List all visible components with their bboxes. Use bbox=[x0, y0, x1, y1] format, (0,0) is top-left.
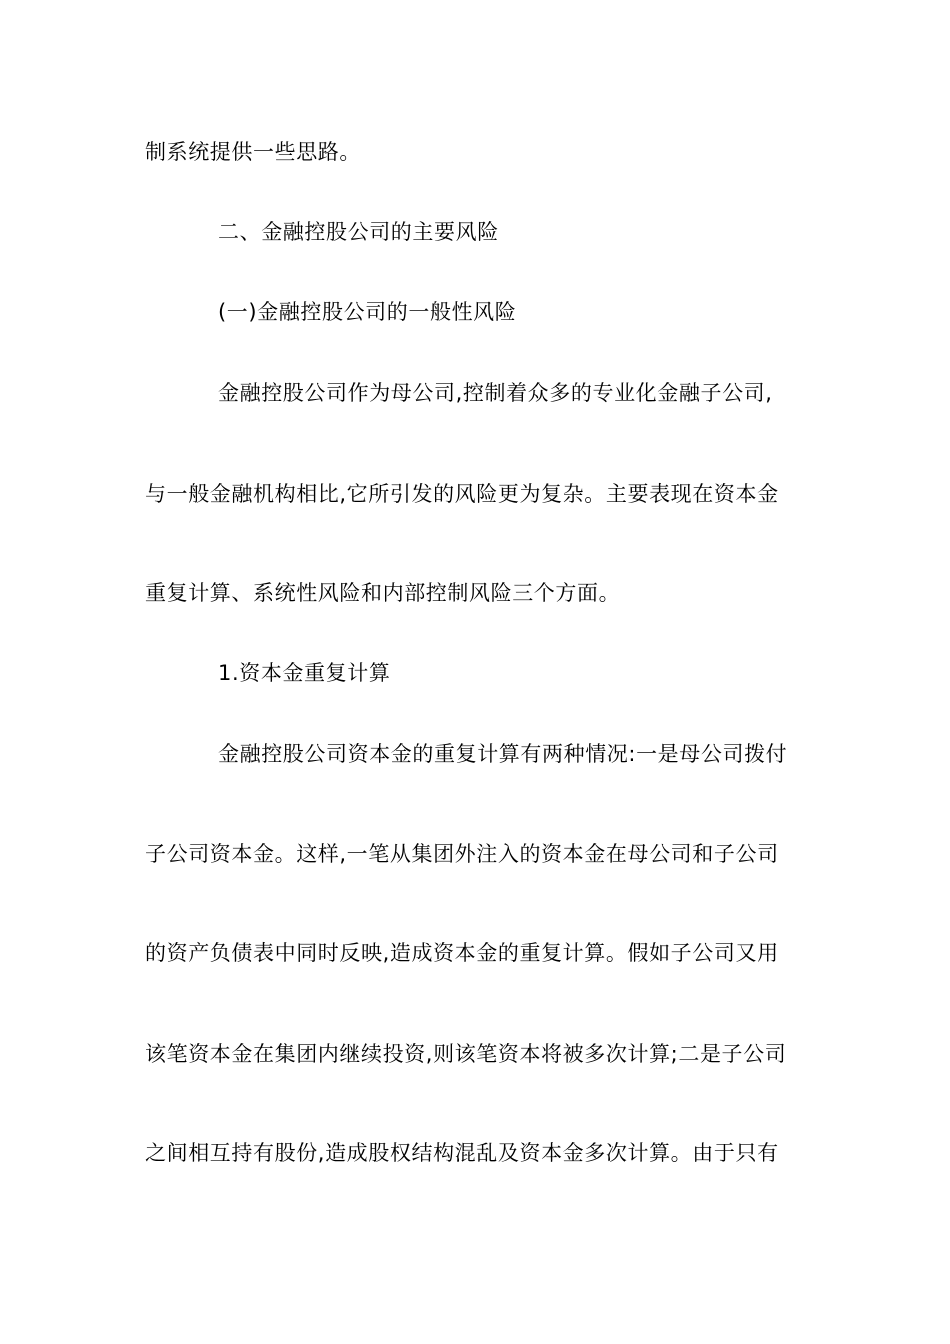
paragraph-line: 子公司资本金。这样,一笔从集团外注入的资本金在母公司和子公司 bbox=[145, 842, 779, 866]
section-heading: 二、金融控股公司的主要风险 bbox=[218, 220, 499, 244]
item-heading: 1.资本金重复计算 bbox=[218, 661, 391, 685]
paragraph-line: 金融控股公司作为母公司,控制着众多的专业化金融子公司, bbox=[218, 381, 773, 405]
paragraph-line: 的资产负债表中同时反映,造成资本金的重复计算。假如子公司又用 bbox=[145, 941, 779, 965]
paragraph-line: 与一般金融机构相比,它所引发的风险更为复杂。主要表现在资本金 bbox=[145, 482, 779, 506]
paragraph-line: 金融控股公司资本金的重复计算有两种情况:一是母公司拨付 bbox=[218, 742, 788, 766]
paragraph-line: 之间相互持有股份,造成股权结构混乱及资本金多次计算。由于只有 bbox=[145, 1141, 779, 1165]
subsection-heading: (一)金融控股公司的一般性风险 bbox=[218, 300, 517, 324]
paragraph-continuation-line: 制系统提供一些思路。 bbox=[145, 140, 361, 164]
paragraph-line: 重复计算、系统性风险和内部控制风险三个方面。 bbox=[145, 581, 621, 605]
paragraph-line: 该笔资本金在集团内继续投资,则该笔资本将被多次计算;二是子公司 bbox=[145, 1042, 787, 1066]
